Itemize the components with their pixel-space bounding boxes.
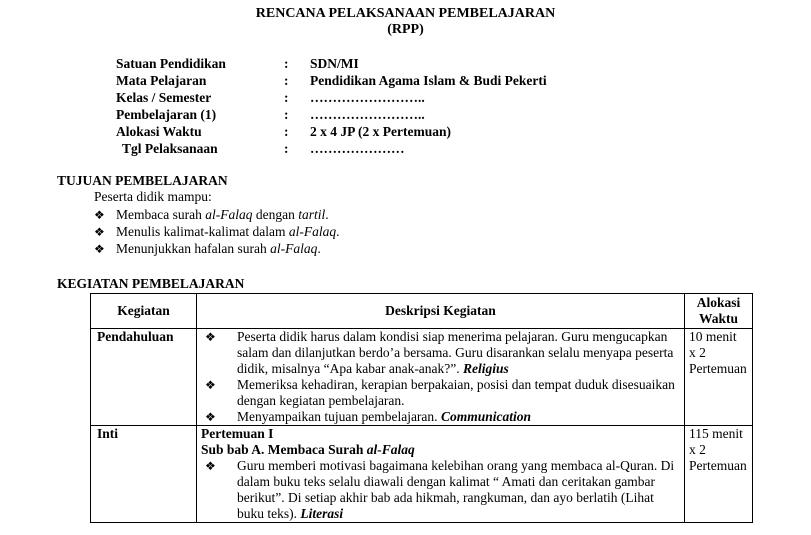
header-kegiatan: Kegiatan [91, 294, 197, 329]
bullet-icon: ❖ [205, 459, 216, 473]
description-cell [197, 426, 685, 523]
tujuan-text: . [317, 241, 321, 256]
identity-colon: : [284, 141, 289, 156]
bullet-icon: ❖ [94, 242, 105, 256]
alokasi-cell [685, 426, 753, 523]
identity-colon: : [284, 107, 289, 122]
kegiatan-heading: KEGIATAN PEMBELAJARAN [57, 276, 245, 291]
subbab-text: Sub bab A. Membaca Surah [201, 442, 367, 457]
activity-tag: Literasi [300, 506, 344, 521]
bullet-icon: ❖ [94, 208, 105, 222]
bullet-icon: ❖ [205, 378, 216, 392]
alokasi-line: Pertemuan [689, 361, 747, 376]
tujuan-heading: TUJUAN PEMBELAJARAN [57, 173, 228, 188]
tujuan-text: Menulis kalimat-kalimat dalam [116, 224, 289, 239]
header-alokasi [685, 294, 753, 329]
identity-label: Kelas / Semester [116, 90, 212, 105]
tujuan-term: al-Falaq [270, 241, 318, 256]
tujuan-text: . [336, 224, 340, 239]
identity-value: ………………… [310, 141, 405, 156]
bullet-icon: ❖ [205, 410, 216, 424]
subbab-label [201, 442, 680, 458]
identity-value: …………………….. [310, 90, 425, 105]
alokasi-cell [685, 329, 753, 426]
tujuan-text: dengan [252, 207, 299, 222]
activity-item [201, 458, 680, 522]
activity-text: Peserta didik harus dalam kondisi siap menerima pelajaran. Guru mengucapkan salam dan dilanjutkan berdo’a bersama. Guru disarankan selalu menyapa peserta didik, misalnya “Apa kabar anak-anak?”. [237, 329, 674, 376]
activity-text: Menyampaikan tujuan pembelajaran. [237, 409, 441, 424]
identity-colon: : [284, 90, 289, 105]
phase-cell: Pendahuluan [91, 329, 197, 426]
tujuan-term: tartil [298, 207, 326, 222]
subbab-term: al-Falaq [366, 442, 415, 457]
table-row [91, 426, 753, 523]
pertemuan-label: Pertemuan I [201, 426, 274, 441]
tujuan-item [94, 224, 339, 240]
identity-value: SDN/MI [310, 56, 359, 71]
identity-label: Pembelajaran (1) [116, 107, 217, 122]
document-subtitle: (RPP) [387, 22, 424, 37]
identity-colon: : [284, 73, 289, 88]
kegiatan-table [90, 293, 753, 523]
bullet-icon: ❖ [94, 225, 105, 239]
tujuan-text: . [325, 207, 329, 222]
activity-tag: Communication [440, 409, 531, 424]
identity-value: …………………….. [310, 107, 425, 122]
tujuan-term: al-Falaq [205, 207, 253, 222]
header-alokasi-line: Alokasi [696, 295, 741, 310]
activity-text: Guru memberi motivasi bagaimana kelebihan orang yang membaca al-Quran. Di dalam buku teks selalu diawali dengan kalimat “ Amati dan ceritakan gambar berikut”. Di setiap akhir bab ada hikmah, rangkuman, dan ayo berlatih (Lihat buku teks). [237, 458, 675, 521]
bullet-icon: ❖ [205, 330, 216, 344]
identity-colon: : [284, 56, 289, 71]
document-title: RENCANA PELAKSANAAN PEMBELAJARAN [255, 6, 556, 21]
identity-label: Satuan Pendidikan [116, 56, 226, 71]
activity-item [201, 329, 680, 377]
description-cell [197, 329, 685, 426]
identity-label: Alokasi Waktu [116, 124, 202, 139]
activity-text: Memeriksa kehadiran, kerapian berpakaian, posisi dan tempat duduk disesuaikan dengan kegiatan pembelajaran. [237, 377, 675, 408]
header-alokasi-line: Waktu [698, 311, 739, 326]
identity-value: 2 x 4 JP (2 x Pertemuan) [310, 124, 451, 139]
header-deskripsi: Deskripsi Kegiatan [197, 294, 685, 329]
phase-cell: Inti [91, 426, 197, 523]
identity-label: Tgl Pelaksanaan [122, 141, 218, 156]
identity-value: Pendidikan Agama Islam & Budi Pekerti [310, 73, 547, 88]
tujuan-intro: Peserta didik mampu: [94, 189, 212, 204]
identity-colon: : [284, 124, 289, 139]
alokasi-line: x 2 [689, 442, 706, 457]
identity-label: Mata Pelajaran [116, 73, 207, 88]
activity-item [201, 409, 680, 425]
tujuan-text: Membaca surah [116, 207, 206, 222]
tujuan-text: Menunjukkan hafalan surah [116, 241, 271, 256]
tujuan-item [94, 207, 329, 223]
alokasi-line: 10 menit [689, 329, 737, 344]
tujuan-item [94, 241, 321, 257]
table-row [91, 329, 753, 426]
alokasi-line: 115 menit [689, 426, 743, 441]
tujuan-term: al-Falaq [288, 224, 337, 239]
alokasi-line: x 2 [689, 345, 706, 360]
activity-item [201, 377, 680, 409]
table-header-row [91, 294, 753, 329]
alokasi-line: Pertemuan [689, 458, 747, 473]
activity-tag: Religius [463, 361, 509, 376]
